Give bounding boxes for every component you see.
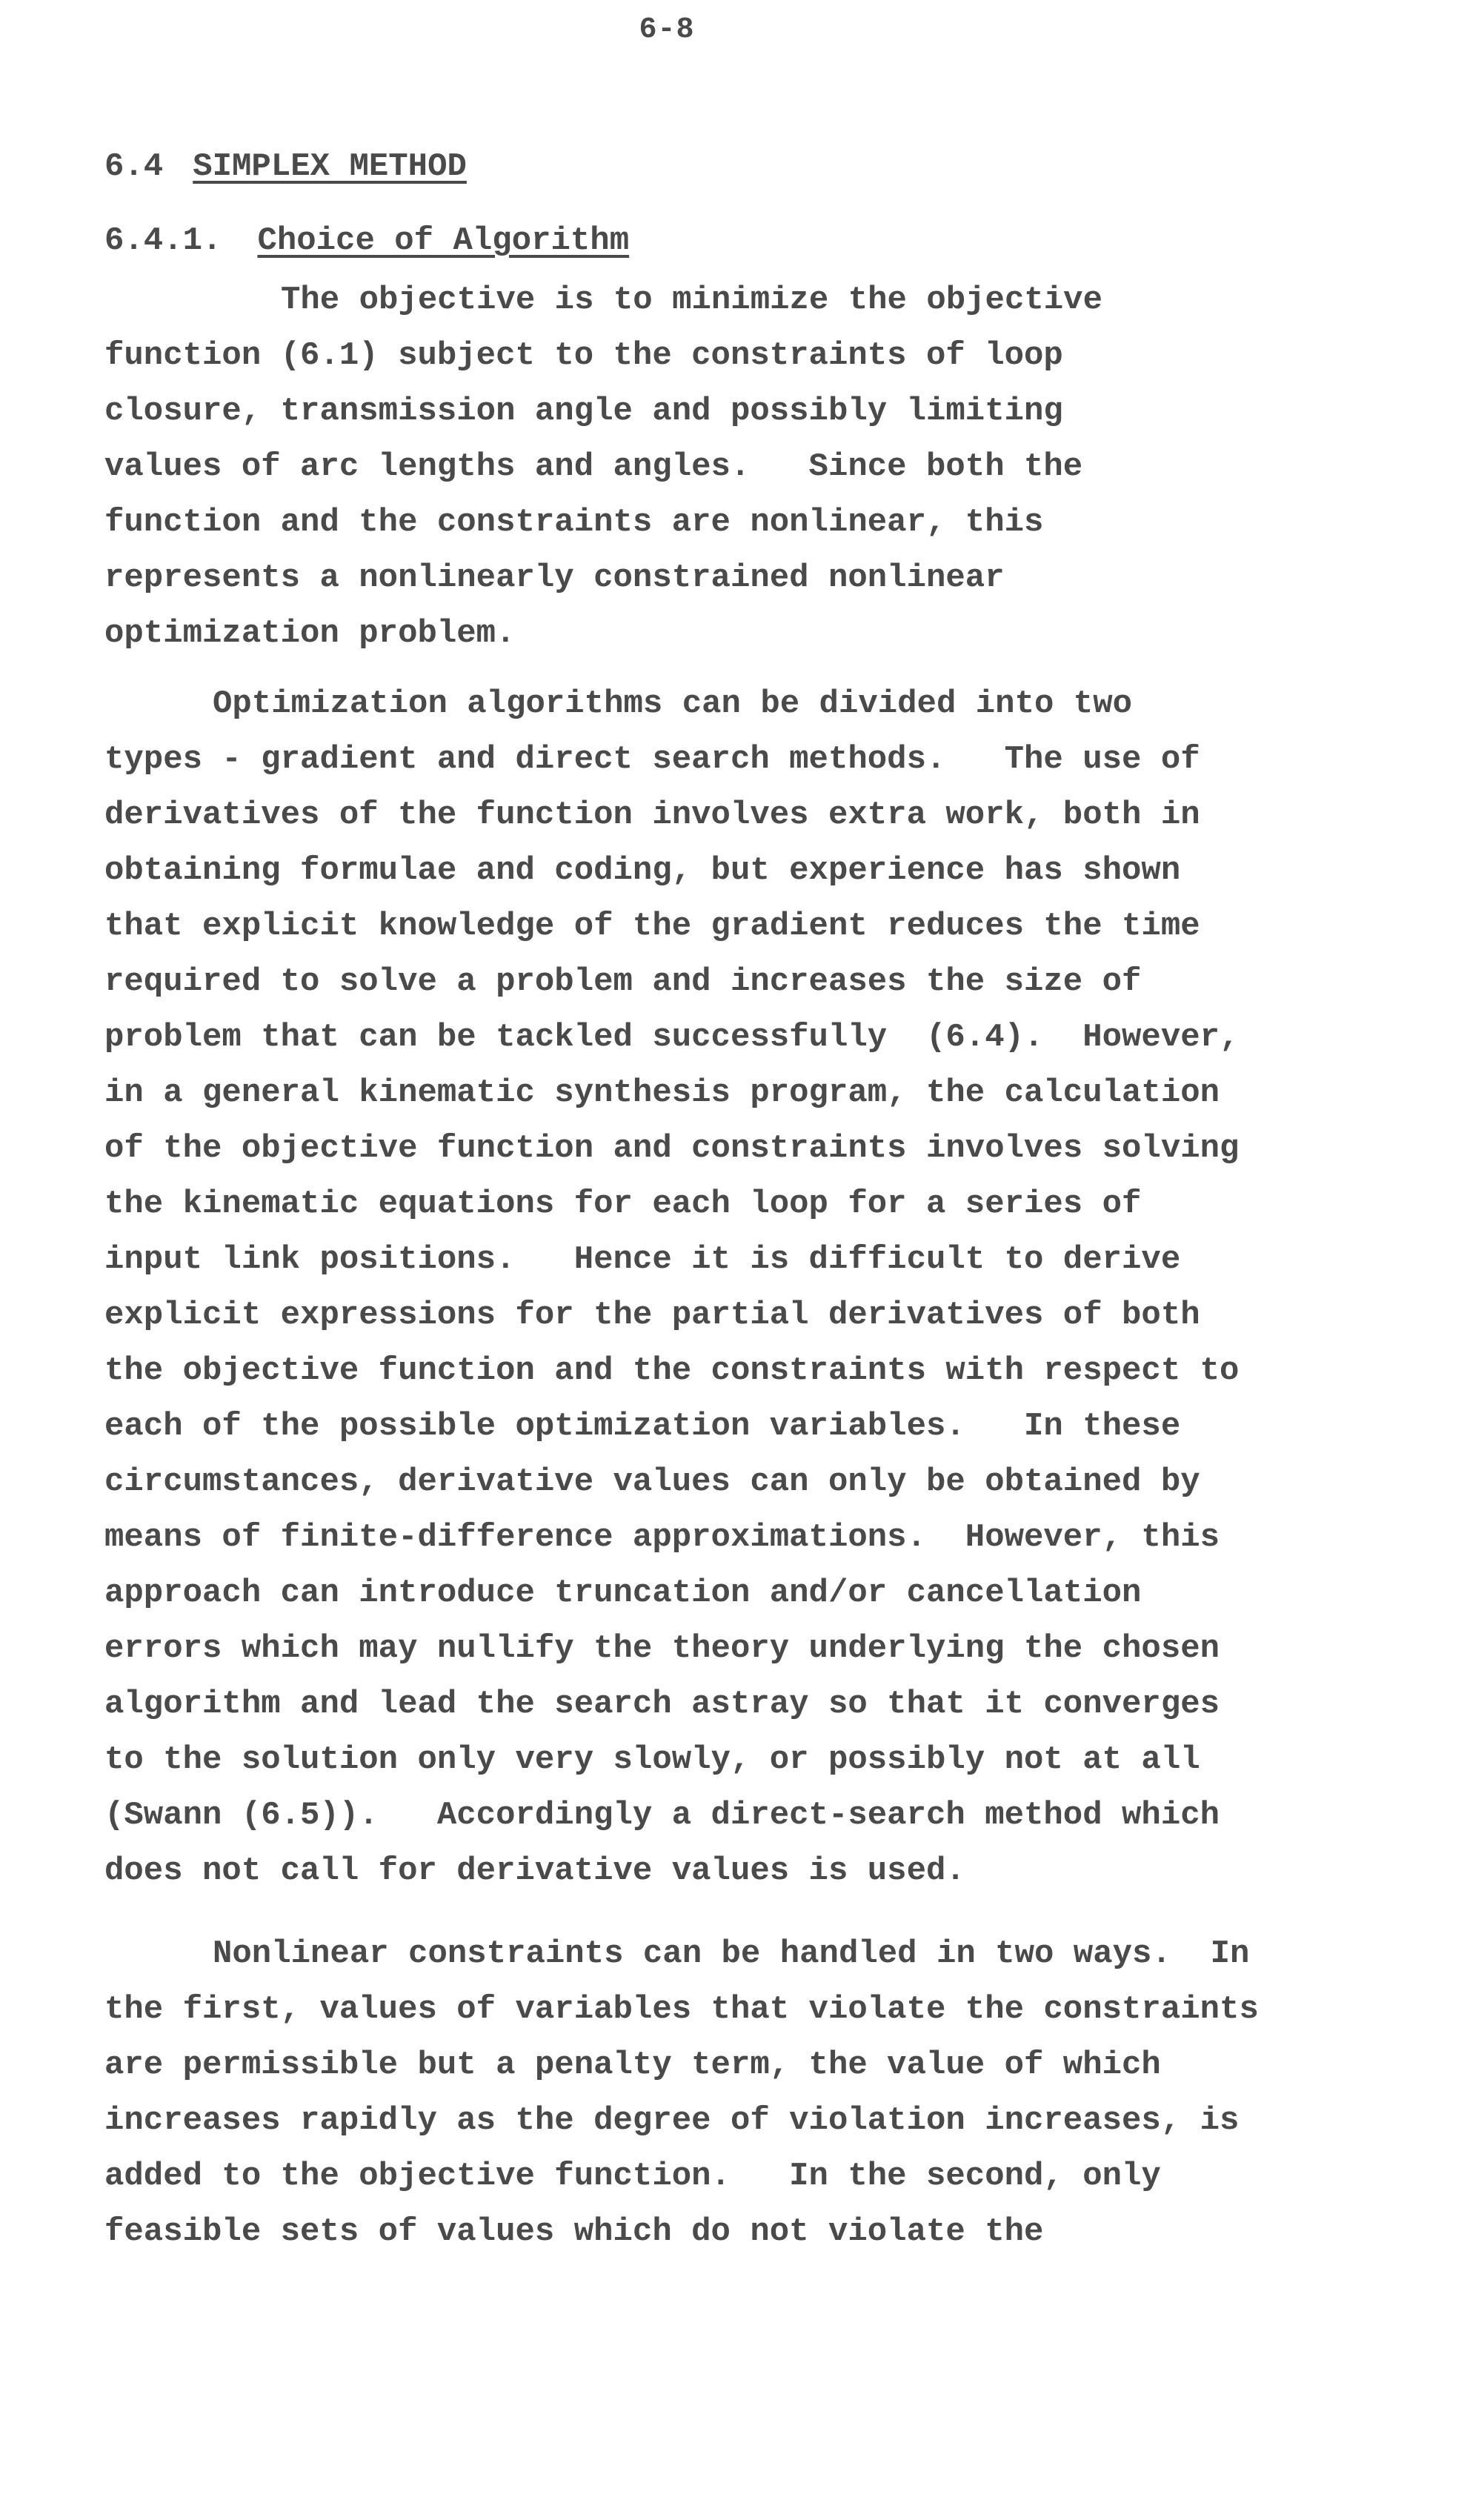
paragraph-line: in a general kinematic synthesis program, the calculation — [104, 1074, 1220, 1111]
paragraph-line: (Swann (6.5)). Accordingly a direct-search method which — [104, 1797, 1220, 1834]
paragraph-line: input link positions. Hence it is difficult to derive — [104, 1241, 1181, 1278]
paragraph-line: explicit expressions for the partial derivatives of both — [104, 1297, 1200, 1334]
subsection-number: 6.4.1. — [104, 222, 222, 259]
paragraph-line: represents a nonlinearly constrained nonlinear — [104, 559, 1005, 596]
paragraph-line: Optimization algorithms can be divided into two — [213, 685, 1133, 722]
paragraph-line: added to the objective function. In the second, only — [104, 2158, 1161, 2195]
paragraph-line: the kinematic equations for each loop for a series of — [104, 1186, 1142, 1223]
paragraph-line: problem that can be tackled successfully (6.4). However, — [104, 1019, 1240, 1056]
paragraph-line: The objective is to minimize the objective — [281, 282, 1102, 319]
paragraph-line: increases rapidly as the degree of violation increases, is — [104, 2102, 1240, 2139]
section-heading — [104, 148, 467, 185]
paragraph-line: means of finite-difference approximations. However, this — [104, 1519, 1220, 1556]
paragraph-line: does not call for derivative values is used. — [104, 1852, 965, 1889]
paragraph-algorithm-types — [104, 676, 1239, 1899]
paragraph-line: each of the possible optimization variables. In these — [104, 1408, 1181, 1445]
paragraph-line: algorithm and lead the search astray so that it converges — [104, 1686, 1220, 1723]
paragraph-line: types - gradient and direct search methods. The use of — [104, 741, 1200, 778]
paragraph-line: errors which may nullify the theory underlying the chosen — [104, 1630, 1220, 1667]
paragraph-line: the objective function and the constraints with respect to — [104, 1352, 1240, 1389]
paragraph-line: approach can introduce truncation and/or cancellation — [104, 1575, 1142, 1612]
paragraph-line: obtaining formulae and coding, but experience has shown — [104, 852, 1181, 889]
paragraph-line: optimization problem. — [104, 615, 516, 652]
paragraph-line: required to solve a problem and increases the size of — [104, 963, 1142, 1000]
paragraph-nonlinear-constraints — [104, 1926, 1259, 2260]
paragraph-line: are permissible but a penalty term, the value of which — [104, 2047, 1161, 2084]
section-number: 6.4 — [104, 148, 164, 185]
paragraph-line: values of arc lengths and angles. Since both the — [104, 448, 1083, 485]
paragraph-line: circumstances, derivative values can only be obtained by — [104, 1463, 1200, 1500]
paragraph-line: function and the constraints are nonlinear, this — [104, 504, 1044, 541]
paragraph-line: Nonlinear constraints can be handled in two ways. In — [213, 1935, 1250, 1972]
paragraph-line: of the objective function and constraints involves solving — [104, 1130, 1240, 1167]
paragraph-line: that explicit knowledge of the gradient reduces the time — [104, 908, 1200, 945]
subsection-heading — [104, 222, 629, 259]
paragraph-line: derivatives of the function involves extra work, both in — [104, 797, 1200, 834]
paragraph-objective — [104, 273, 1102, 662]
paragraph-line: closure, transmission angle and possibly limiting — [104, 393, 1063, 430]
section-title: SIMPLEX METHOD — [193, 148, 467, 185]
paragraph-line: feasible sets of values which do not violate the — [104, 2213, 1044, 2250]
paragraph-line: to the solution only very slowly, or possibly not at all — [104, 1741, 1200, 1778]
paragraph-line: the first, values of variables that violate the constraints — [104, 1991, 1259, 2028]
paragraph-line: function (6.1) subject to the constraints of loop — [104, 337, 1063, 374]
page-number: 6-8 — [639, 13, 695, 47]
subsection-title: Choice of Algorithm — [257, 222, 630, 259]
